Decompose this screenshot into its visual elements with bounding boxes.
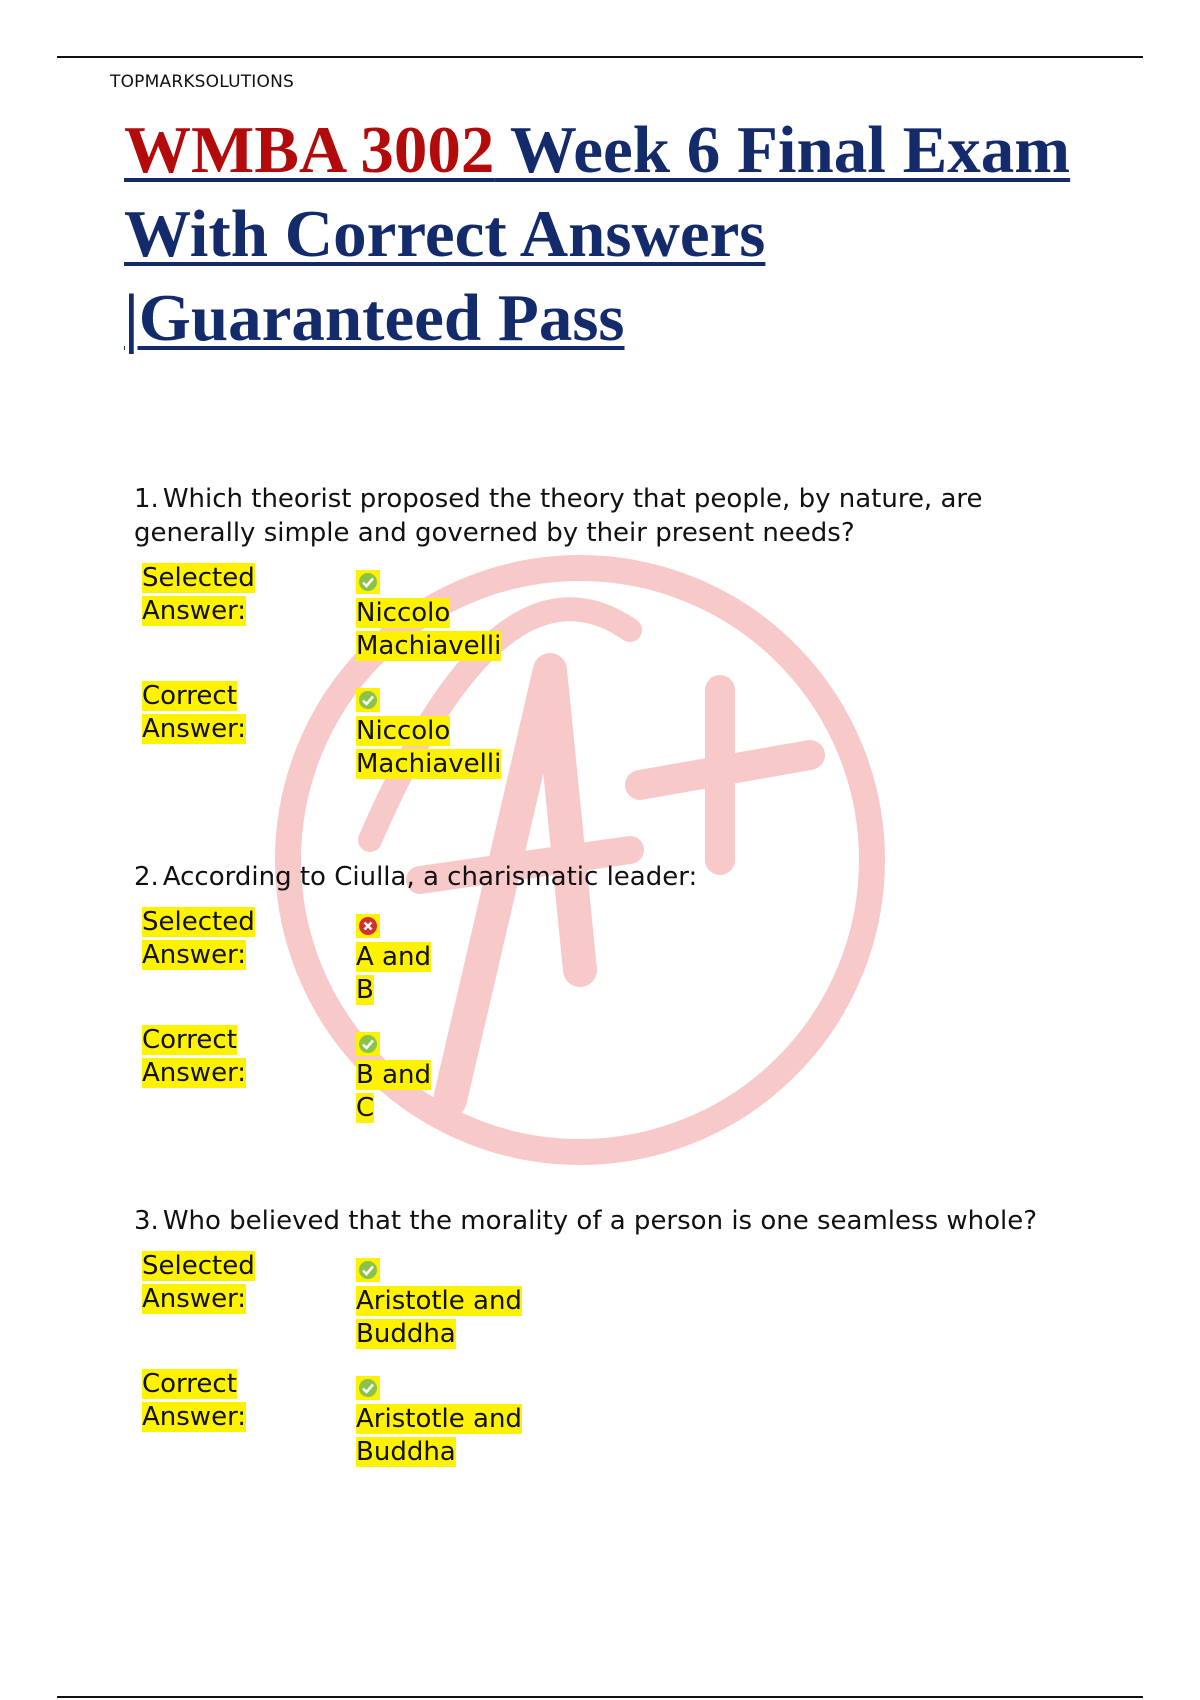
question-1 [134,482,1074,798]
question-number: 1. [134,484,159,514]
check-icon [356,570,380,594]
question-text [134,860,1074,894]
check-icon [356,1258,380,1282]
question-2 [134,860,1074,1142]
selected-answer-row [134,906,1074,1024]
correct-answer-label: Correct Answer: [142,1025,247,1088]
cross-icon [356,914,380,938]
correct-answer-value: Niccolo Machiavelli [356,680,556,781]
selected-answer-label: Selected Answer: [142,563,255,626]
question-number: 3. [134,1206,159,1236]
question-prompt: Who believed that the morality of a person is one seamless whole? [162,1206,1038,1236]
brand-text: TOPMARKSOLUTIONS [110,72,294,92]
course-code: WMBA 3002 [124,113,495,187]
correct-answer-value: Aristotle and Buddha [356,1368,546,1469]
correct-answer-row [134,1368,1074,1486]
check-icon [356,688,380,712]
header-rule [57,56,1143,58]
selected-answer-label: Selected Answer: [142,1251,255,1314]
question-number: 2. [134,862,159,892]
selected-answer-value: A and B [356,906,446,1007]
check-icon [356,1376,380,1400]
question-prompt: Which theorist proposed the theory that people, by nature, are generally simple and governed by their present needs? [134,484,983,548]
check-icon [356,1032,380,1056]
correct-answer-row [134,1024,1074,1142]
question-text [134,1204,1074,1238]
question-text [134,482,1074,550]
correct-answer-label: Correct Answer: [142,681,247,744]
selected-answer-row [134,1250,1074,1368]
page-title [124,108,1084,360]
correct-answer-label: Correct Answer: [142,1369,247,1432]
selected-answer-label: Selected Answer: [142,907,255,970]
correct-answer-row [134,680,1074,798]
selected-answer-value: Aristotle and Buddha [356,1250,546,1351]
question-3 [134,1204,1074,1486]
selected-answer-value: Niccolo Machiavelli [356,562,556,663]
title-rest: Week 6 Final Exam With Correct Answers |Guaranteed Pass [124,113,1071,355]
question-prompt: According to Ciulla, a charismatic leader: [162,862,698,892]
correct-answer-value: B and C [356,1024,446,1125]
selected-answer-row [134,562,1074,680]
footer-rule [57,1696,1143,1698]
